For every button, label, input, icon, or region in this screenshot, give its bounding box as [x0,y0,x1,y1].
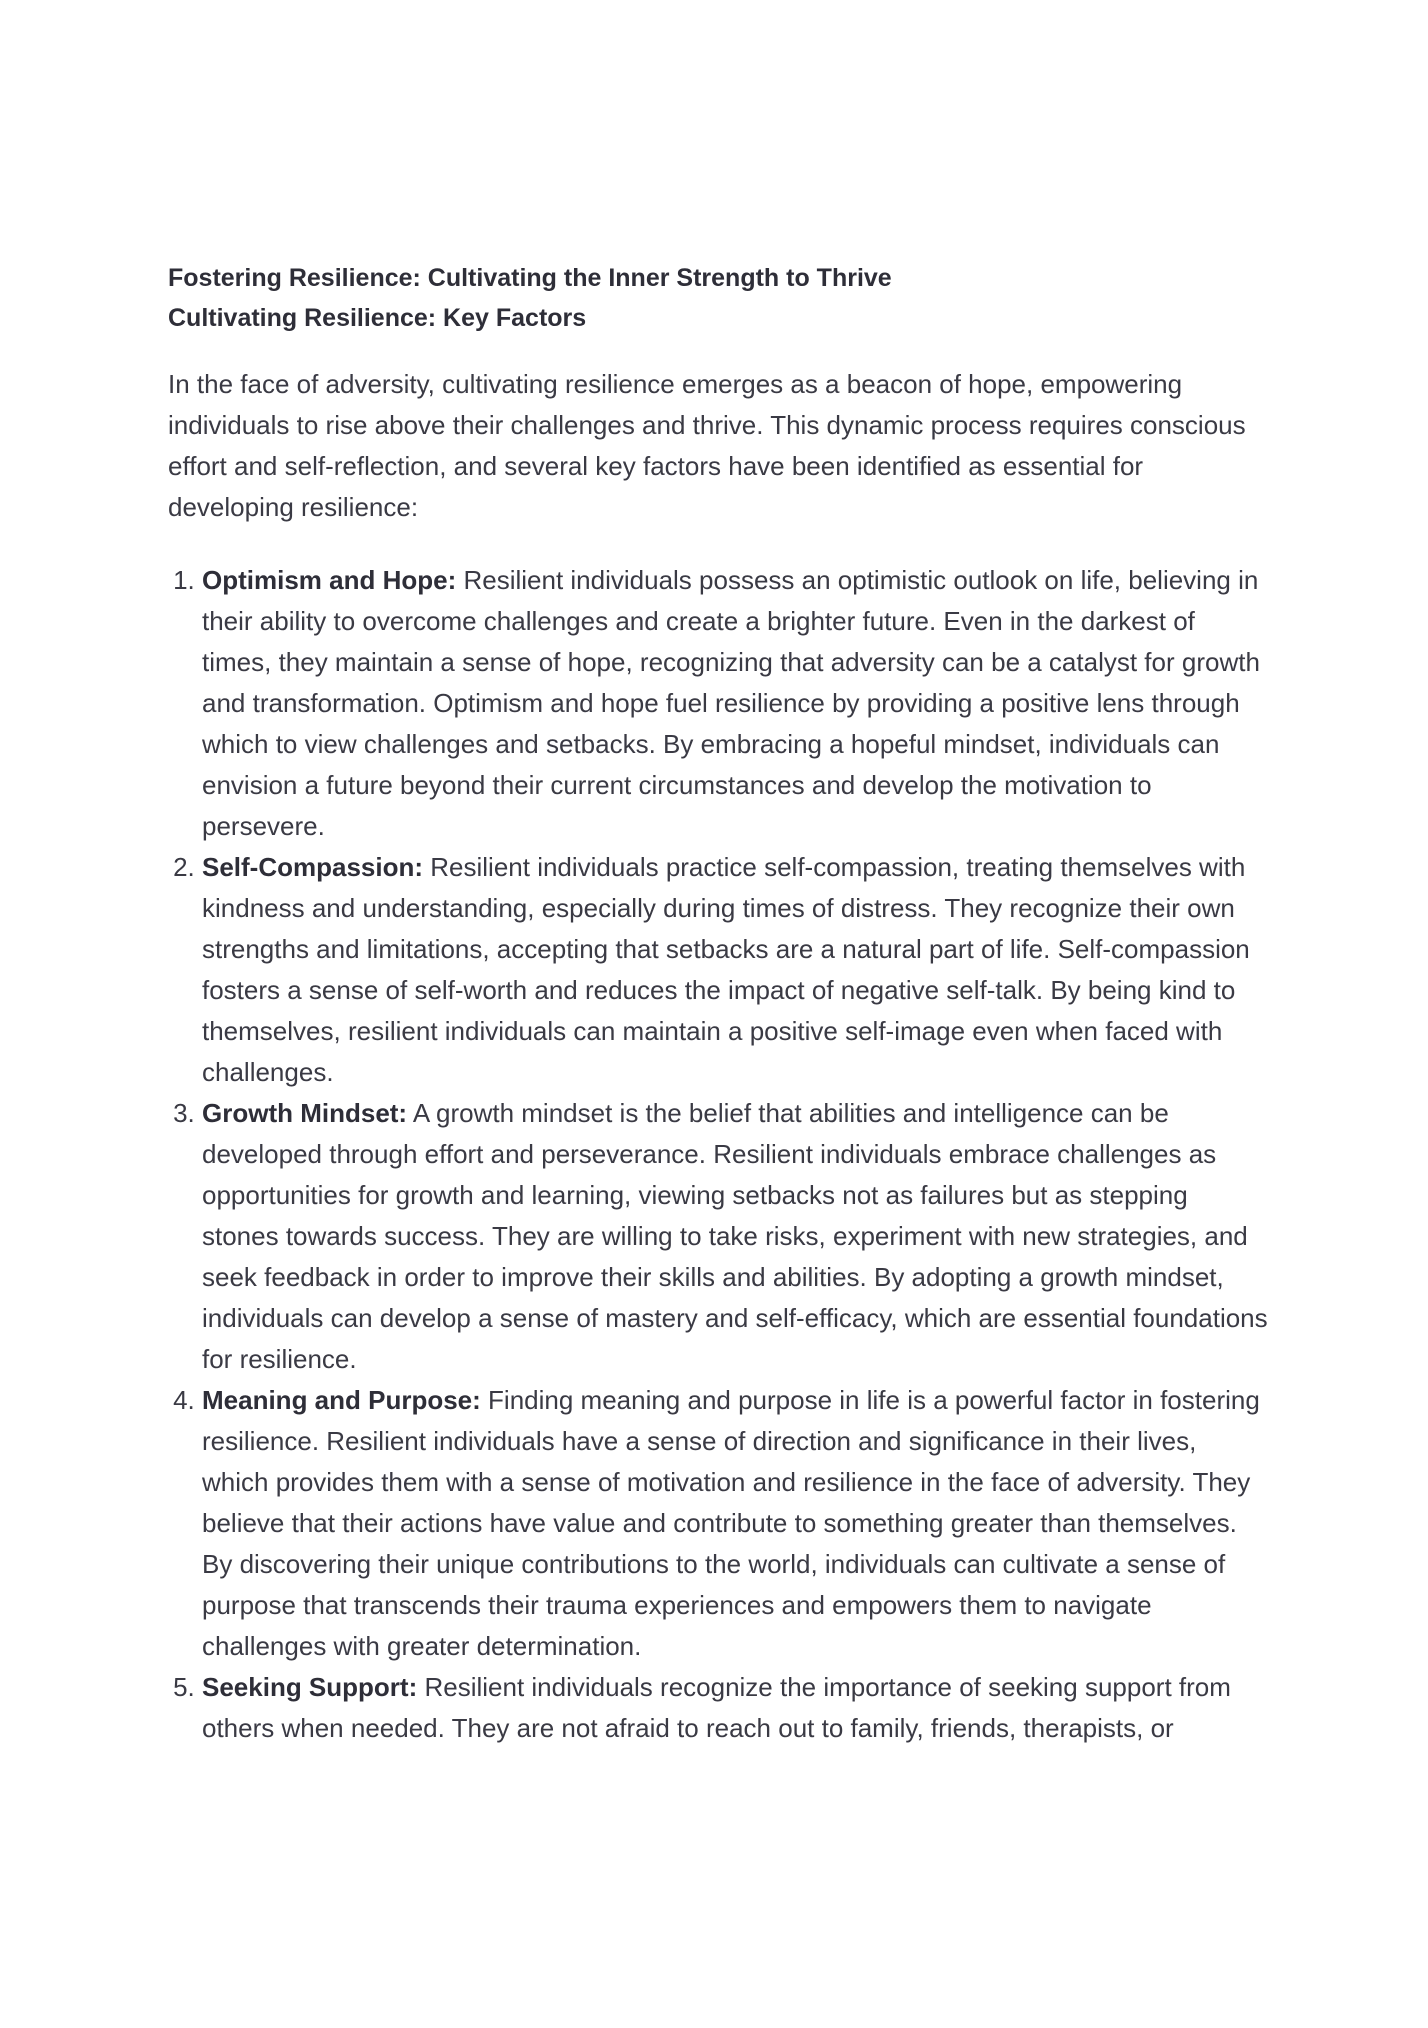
factor-term: Optimism and Hope: [202,565,457,595]
factor-term: Seeking Support: [202,1672,418,1702]
document-title: Fostering Resilience: Cultivating the Inner Strength to Thrive [168,264,892,292]
factor-description: Resilient individuals practice self-compassion, treating themselves with kindness and understanding, especially during times of distress. They recognize their own strengths and limitations, accepting that setbacks are a natural part of life. Self-compassion fosters a sense of self-worth and reduces the impact of negative self-talk. By being kind to themselves, resilient individuals can maintain a positive self-image even when faced with challenges. [202,852,1250,1087]
list-item [202,1093,1268,1380]
list-item [202,847,1268,1093]
factor-term: Growth Mindset: [202,1098,408,1128]
document-page [168,258,1268,1749]
key-factors-list [168,560,1268,1749]
factor-term: Self-Compassion: [202,852,424,882]
list-item [202,1667,1268,1749]
section-heading: Cultivating Resilience: Key Factors [168,304,587,332]
factor-term: Meaning and Purpose: [202,1385,481,1415]
list-item [202,560,1268,847]
factor-description: A growth mindset is the belief that abilities and intelligence can be developed through effort and perseverance. Resilient individuals embrace challenges as opportunities for growth and learning, viewing setbacks not as failures but as stepping stones towards success. They are willing to take risks, experiment with new strategies, and seek feedback in order to improve their skills and abilities. By adopting a growth mindset, individuals can develop a sense of mastery and self-efficacy, which are essential foundations for resilience. [202,1098,1268,1374]
factor-description: Resilient individuals possess an optimistic outlook on life, believing in their ability to overcome challenges and create a brighter future. Even in the darkest of times, they maintain a sense of hope, recognizing that adversity can be a catalyst for growth and transformation. Optimism and hope fuel resilience by providing a positive lens through which to view challenges and setbacks. By embracing a hopeful mindset, individuals can envision a future beyond their current circumstances and develop the motivation to persevere. [202,565,1260,841]
factor-description: Finding meaning and purpose in life is a powerful factor in fostering resilience. Resilient individuals have a sense of direction and significance in their lives, which provides them with a sense of motivation and resilience in the face of adversity. They believe that their actions have value and contribute to something greater than themselves. By discovering their unique contributions to the world, individuals can cultivate a sense of purpose that transcends their trauma experiences and empowers them to navigate challenges with greater determination. [202,1385,1260,1661]
factor-description: Resilient individuals recognize the importance of seeking support from others when needed. They are not afraid to reach out to family, friends, therapists, or [202,1672,1231,1743]
intro-paragraph: In the face of adversity, cultivating resilience emerges as a beacon of hope, empowering individuals to rise above their challenges and thrive. This dynamic process requires conscious effort and self-reflection, and several key factors have been identified as essential for developing resilience: [168,369,1246,522]
list-item [202,1380,1268,1667]
